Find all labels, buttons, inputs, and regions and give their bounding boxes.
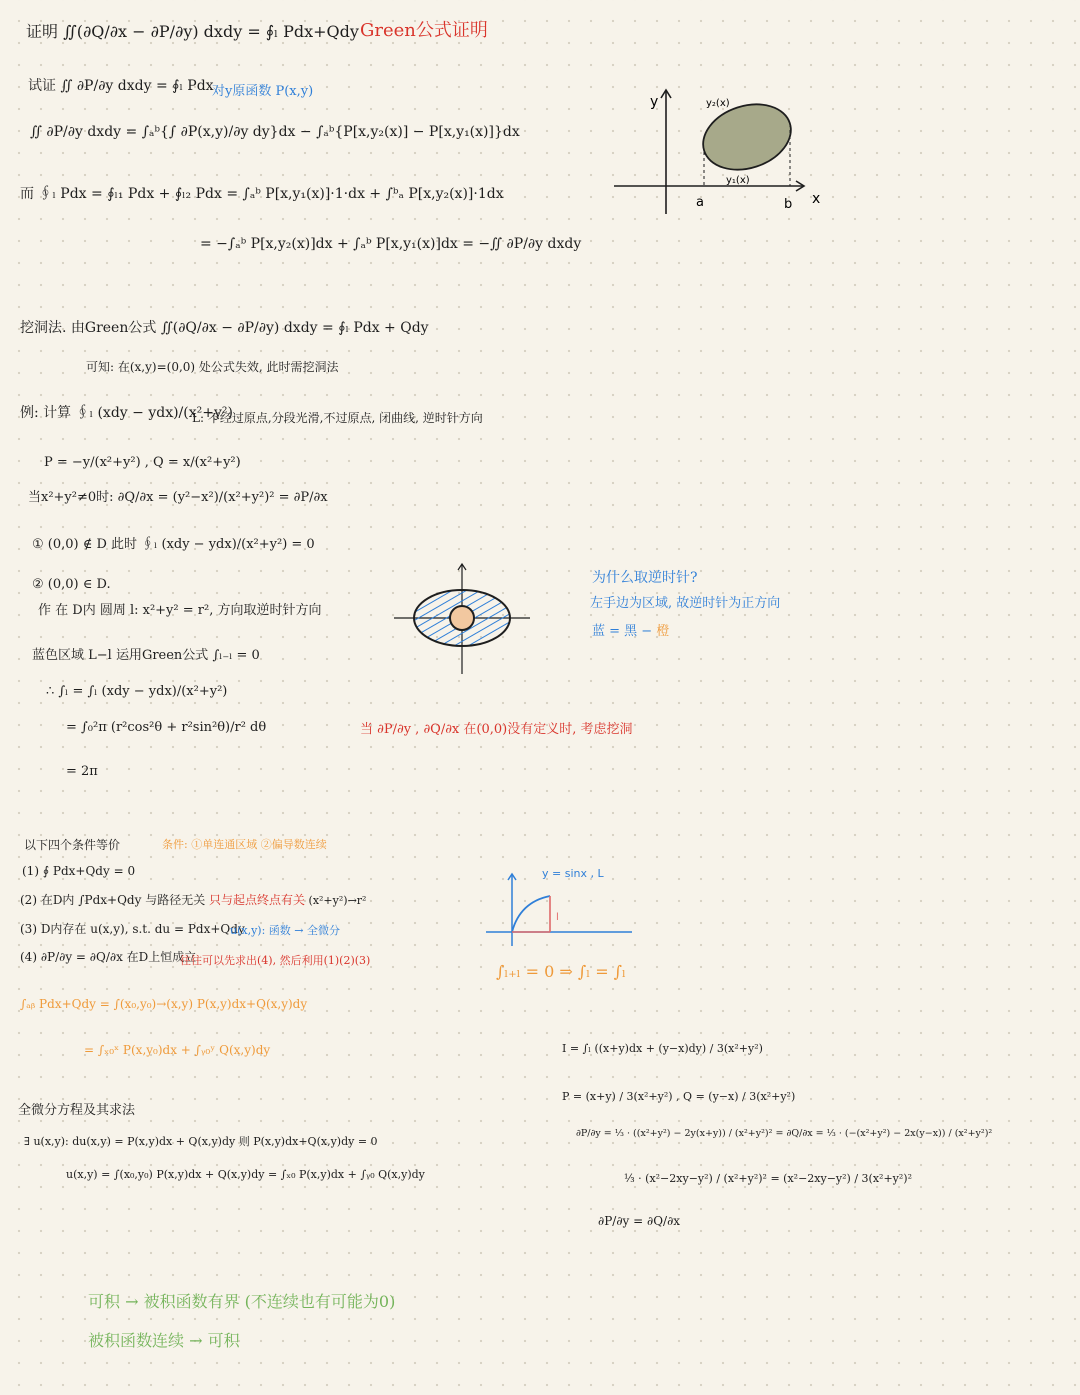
page-title: Green公式证明 [360, 20, 488, 41]
graph-x-label: x [812, 191, 821, 207]
integral-eq-2: = ∫₀²π (r²cos²θ + r²sin²θ)/r² dθ [66, 720, 267, 735]
condition-1: (1) ∮ Pdx+Qdy = 0 [22, 864, 136, 878]
proof-note: 对y原函数 P(x,y) [212, 84, 314, 99]
sin-label: y = sinx , L [542, 868, 604, 880]
condition-3: (3) D内存在 u(x,y), s.t. du = Pdx+Qdy [20, 922, 245, 936]
graph-a-label: a [696, 195, 704, 210]
circle-construction: 作 在 D内 圆周 l: x²+y² = r², 方向取逆时针方向 [38, 603, 322, 618]
proof-line-1: 试证 ∬ ∂P/∂y dxdy = ∮ₗ Pdx [28, 78, 214, 94]
condition-4: (4) ∂P/∂y = ∂Q/∂x 在D上恒成立 [20, 950, 197, 964]
footer-note-2: 被积函数连续 → 可积 [88, 1331, 240, 1350]
proof-line-3: 而 ∮ₗ Pdx = ∮ₗ₁ Pdx + ∮ₗ₂ Pdx = ∫ₐᵇ P[x,y₁(x)]·1·dx + ∫ᵇₐ P[x,y₂(x)]·1dx [20, 186, 504, 202]
calc-I: I = ∫ₗ ((x+y)dx + (y−x)dy) / 3(x²+y²) [562, 1042, 763, 1055]
condition-2: (2) 在D内 ∫Pdx+Qdy 与路径无关 只与起点终点有关 (x²+y²)→r² [20, 893, 367, 907]
integral-eq-1: ∴ ∫ₗ = ∫ₗ (xdy − ydx)/(x²+y²) [46, 684, 228, 699]
hole-heading: 挖洞法. 由Green公式 ∬(∂Q/∂x − ∂P/∂y) dxdy = ∮ₗ Pdx + Qdy [20, 320, 429, 336]
condition-4-note: 往往可以先求出(4), 然后利用(1)(2)(3) [180, 954, 371, 967]
footer-note-1: 可积 → 被积函数有界 (不连续也有可能为0) [88, 1292, 396, 1311]
path-integral-1: ∫ₐᵦ Pdx+Qdy = ∫(x₀,y₀)→(x,y) P(x,y)dx+Q(x,y)dy [20, 997, 308, 1011]
integral-eq-3: = 2π [66, 764, 98, 779]
left-hand-rule: 左手边为区域, 故逆时针为正方向 [590, 596, 781, 611]
case-2: ② (0,0) ∈ D. [32, 577, 111, 592]
hole-circle [450, 606, 474, 630]
condition-3-note: u(x,y): 函数 → 全微分 [230, 924, 340, 937]
calc-partials: ∂P/∂y = ⅓ · ((x²+y²) − 2y(x+y)) / (x²+y²)² = ∂Q/∂x = ⅓ · (−(x²+y²) − 2x(y−x)) / (x²+y²)² [576, 1128, 993, 1139]
graph-y1-label: y₁(x) [726, 175, 750, 186]
blue-black-orange: 蓝 = 黑 − 橙 [592, 624, 670, 639]
region-graph [600, 86, 840, 216]
ode-line-1: ∃ u(x,y): du(x,y) = P(x,y)dx + Q(x,y)dy 则 P(x,y)dx+Q(x,y)dy = 0 [24, 1135, 378, 1148]
calc-partials-2: ⅓ · (x²−2xy−y²) / (x²+y²)² = (x²−2xy−y²) / 3(x²+y²)² [624, 1172, 912, 1185]
calc-result: ∂P/∂y = ∂Q/∂x [598, 1214, 681, 1228]
proof-line-2: ∬ ∂P/∂y dxdy = ∫ₐᵇ{∫ ∂P(x,y)/∂y dy}dx − ∫ₐᵇ{P[x,y₂(x)] − P[x,y₁(x)]}dx [30, 124, 520, 140]
prove-statement: 证明 ∬(∂Q/∂x − ∂P/∂y) dxdy = ∮ₗ Pdx+Qdy [26, 22, 359, 41]
ode-heading: 全微分方程及其求法 [18, 1103, 136, 1118]
graph-b-label: b [784, 197, 793, 212]
hole-sub: 可知: 在(x,y)=(0,0) 处公式失效, 此时需挖洞法 [86, 360, 339, 374]
proof-line-4: = −∫ₐᵇ P[x,y₂(x)]dx + ∫ₐᵇ P[x,y₁(x)]dx = −∬ ∂P/∂y dxdy [200, 236, 582, 252]
derivative-line: 当x²+y²≠0时: ∂Q/∂x = (y²−x²)/(x²+y²)² = ∂P/∂x [28, 490, 328, 505]
why-ccw: 为什么取逆时针? [592, 570, 698, 586]
pq-definition: P = −y/(x²+y²) , Q = x/(x²+y²) [44, 455, 241, 470]
region-green: 蓝色区域 L−l 运用Green公式 ∫ₗ₋ₗ = 0 [32, 648, 260, 663]
ode-line-2: u(x,y) = ∫(x₀,y₀) P(x,y)dx + Q(x,y)dy = ∫ₓ₀ P(x,y)dx + ∫ᵧ₀ Q(x,y)dy [66, 1168, 425, 1181]
sin-graph [484, 868, 634, 948]
equiv-requirement: 条件: ①单连通区域 ②偏导数连续 [162, 838, 327, 851]
graph-y2-label: y₂(x) [706, 98, 730, 109]
hole-note: 当 ∂P/∂y , ∂Q/∂x 在(0,0)没有定义时, 考虑挖洞 [360, 722, 633, 737]
graph-y-label: y [650, 94, 659, 110]
case-1: ① (0,0) ∉ D 此时 ∮ₗ (xdy − ydx)/(x²+y²) = 0 [32, 537, 315, 552]
sin-l-label: l [556, 912, 559, 923]
example-condition: L: 不经过原点,分段光滑,不过原点, 闭曲线, 逆时针方向 [192, 411, 483, 425]
orange-equation: ∫ₗ₊ₗ = 0 ⇒ ∫ₗ = ∫ₗ [496, 962, 626, 981]
calc-PQ: P = (x+y) / 3(x²+y²) , Q = (y−x) / 3(x²+y²) [562, 1090, 796, 1103]
equiv-intro: 以下四个条件等价 [24, 838, 121, 852]
path-integral-2: = ∫ₓ₀ˣ P(x,y₀)dx + ∫ᵧ₀ʸ Q(x,y)dy [84, 1043, 271, 1057]
sin-curve [512, 896, 550, 932]
example-integral: 例: 计算 ∮ₗ (xdy − ydx)/(x²+y²) [20, 405, 233, 421]
hole-figure [392, 560, 532, 680]
